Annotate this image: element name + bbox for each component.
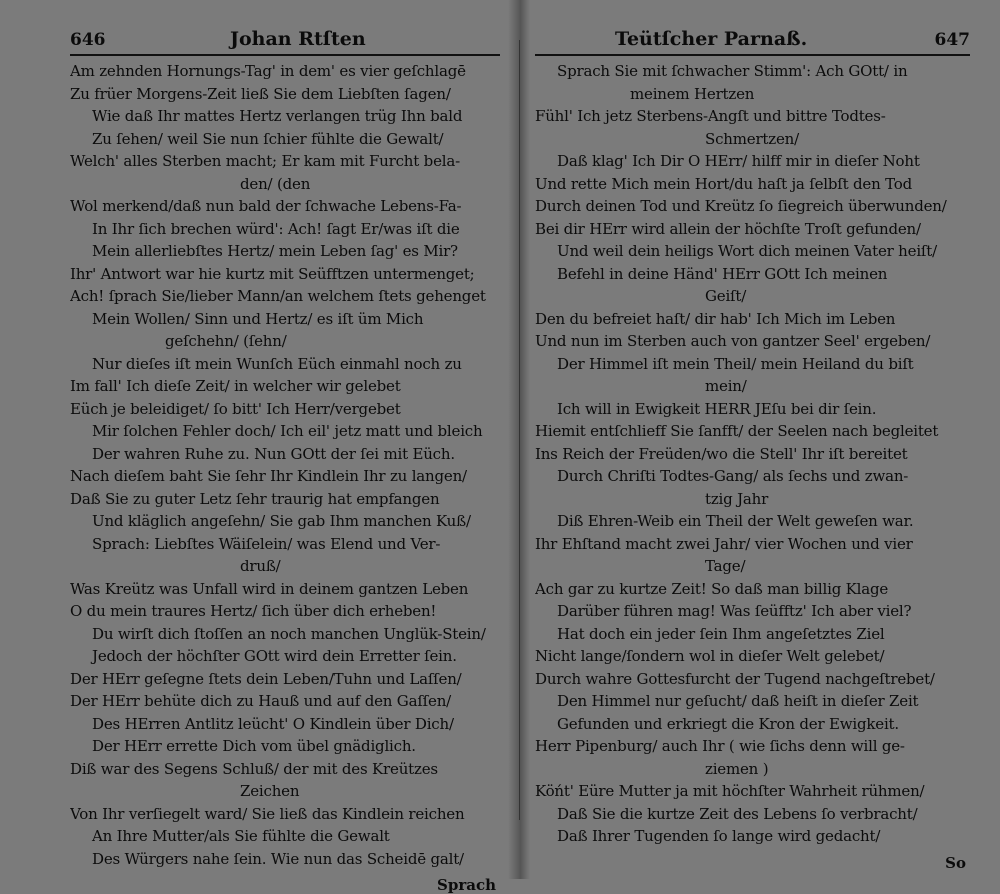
right-text-line: Daß klag' Ich Dir O HErr/ hilff mir in dieſer Noht [557,152,920,170]
right-text-line: Ins Reich der Freüden/wo die Stell' Ihr iſt bereitet [535,444,908,463]
left-text-line: Von Ihr verſiegelt ward/ Sie ließ das Kindlein reichen [70,804,465,823]
right-page-text [535,60,970,848]
left-text-line: Jedoch der höchſter GOtt wird dein Erretter ſein. [92,647,457,665]
left-text-line: O du mein traures Hertz/ ſich über dich erheben! [70,602,437,620]
left-text-line: Zeichen [240,782,300,800]
right-text-line: Daß Sie die kurtze Zeit des Lebens ſo verbracht/ [557,804,918,823]
right-text-line: Gefunden und erkriegt die Kron der Ewigkeit. [557,714,899,733]
right-text-line: Durch Chriſti Todtes-Gang/ als ſechs und zwan- [557,467,909,485]
right-text-line: tzig Jahr [705,489,769,508]
left-text-line: Du wirſt dich ſtoſſen an noch manchen Unglük-Stein/ [92,624,486,643]
left-text-line: Des Würgers nahe ſein. Wie nun das Scheidē galt/ [92,849,464,868]
right-running-head: Teütſcher Parnaß. [615,28,808,50]
right-text-line: Bei dir HErr wird allein der höchſte Troſt gefunden/ [535,219,921,238]
left-text-line: Und kläglich angeſehn/ Sie gab Ihm manchen Kuß/ [92,512,471,530]
left-text-line: druß/ [240,557,281,575]
left-text-line: Sprach: Liebſtes Wäiſelein/ was Elend und Ver- [92,534,441,553]
right-text-line: Ihr Ehſtand macht zwei Jahr/ vier Wochen und vier [535,534,913,553]
right-text-line: ziemen ) [705,759,769,778]
left-text-line: Der wahren Ruhe zu. Nun GOtt der ſei mit Eüch. [92,444,455,463]
left-text-line: Mein Wollen/ Sinn und Hertz/ es iſt üm Mich [92,309,424,328]
left-page [70,28,500,894]
left-text-line: Eüch je beleidiget/ ſo bitt' Ich Herr/vergebet [70,399,401,418]
right-text-line: Ich will in Ewigkeit HERR JEſu bei dir ſein. [557,399,877,418]
right-page-number: 647 [934,30,970,50]
left-text-line: Mir ſolchen Fehler doch/ Ich eil' jetz matt und bleich [92,422,483,440]
left-text-line: Mein allerliebſtes Hertz/ mein Leben ſag' es Mir? [92,242,458,260]
left-page-number: 646 [70,30,106,50]
left-text-line: Zu früer Morgens-Zeit ließ Sie dem Liebſten ſagen/ [70,84,451,103]
right-text-line: Befehl in deine Händ' HErr GOtt Ich meinen [557,264,888,283]
left-text-line: An Ihre Mutter/als Sie fühlte die Gewalt [92,827,390,845]
right-text-line: Und nun im Sterben auch von gantzer Seel' ergeben/ [535,332,931,350]
left-text-line: Der HErr errette Dich vom übel gnädiglich. [92,737,416,755]
left-text-line: Nur dieſes iſt mein Wunſch Eüch einmahl noch zu [92,354,462,373]
right-text-line: Und weil dein heiligs Wort dich meinen Vater heiſt/ [557,242,937,260]
left-text-line: Nach dieſem baht Sie ſehr Ihr Kindlein Ihr zu langen/ [70,467,467,485]
right-text-line: Diß Ehren-Weib ein Theil der Welt geweſen war. [557,512,914,530]
left-text-line: Der HErr geſegne ſtets dein Leben/Tuhn und Laſſen/ [70,669,462,688]
left-text-line: Im fall' Ich dieſe Zeit/ in welcher wir gelebet [70,377,401,395]
right-text-line: Den du befreiet haſt/ dir hab' Ich Mich im Leben [535,309,896,328]
right-text-line: meinem Hertzen [630,84,755,103]
right-text-line: Darüber führen mag! Was ſeüfftz' Ich aber viel? [557,602,912,620]
right-text-line: Den Himmel nur geſucht/ daß heiſt in dieſer Zeit [557,692,919,710]
left-text-line: Wie daß Ihr mattes Hertz verlangen trüg Ihn bald [92,107,463,125]
left-text-line: Der HErr behüte dich zu Hauß und auf den Gaſſen/ [70,692,452,710]
right-text-line: Ach gar zu kurtze Zeit! So daß man billig Klage [535,579,889,598]
left-text-line: geſchehn/ (ſehn/ [165,332,287,350]
right-text-line: Und rette Mich mein Hort/du haſt ja ſelbſt den Tod [535,174,912,193]
left-text-line: Zu ſehen/ weil Sie nun ſchier fühlte die Gewalt/ [92,129,444,148]
left-running-head: Johan Rtſten [230,28,366,50]
right-text-line: Köńt' Eüre Mutter ja mit höchſter Wahrheit rühmen/ [535,782,925,800]
left-page-header [70,28,500,56]
left-text-line: Wol merkend/daß nun bald der ſchwache Lebens-Fa- [70,197,462,215]
left-text-line: In Ihr ſich brechen würd': Ach! ſagt Er/was iſt die [92,219,460,238]
right-page-header [535,28,970,56]
right-text-line: Sprach Sie mit ſchwacher Stimm': Ach GOtt/ in [557,62,908,80]
left-text-line: Daß Sie zu guter Letz ſehr traurig hat empfangen [70,489,440,508]
right-text-line: Fühl' Ich jetz Sterbens-Angſt und bittre Todtes- [535,107,886,125]
left-text-line: Diß war des Segens Schluß/ der mit des Kreützes [70,759,438,778]
right-text-line: Schmertzen/ [705,129,799,148]
left-text-line: Ihr' Antwort war hie kurtz mit Seüfftzen untermenget; [70,264,475,283]
left-text-line: den/ (den [240,174,311,193]
right-text-line: Durch deinen Tod und Kreütz ſo ſiegreich überwunden/ [535,197,947,215]
right-text-line: mein/ [705,377,747,395]
left-catchword: Sprach [437,876,496,894]
left-text-line: Was Kreütz was Unfall wird in deinem gantzen Leben [70,579,469,598]
left-text-line: Am zehnden Hornungs-Tag' in dem' es vier geſchlagē [70,62,466,80]
right-catchword: So [945,853,966,872]
right-text-line: Der Himmel iſt mein Theil/ mein Heiland du biſt [557,354,914,373]
right-text-line: Daß Ihrer Tugenden ſo lange wird gedacht/ [557,827,881,845]
right-text-line: Hat doch ein jeder ſein Ihm angeſetztes Ziel [557,624,885,643]
left-text-line: Ach! ſprach Sie/lieber Mann/an welchem ſtets gehenget [70,287,486,305]
right-text-line: Tage/ [705,557,746,575]
right-text-line: Durch wahre Gottesfurcht der Tugend nachgeſtrebet/ [535,669,935,688]
right-text-line: Nicht lange/ſondern wol in dieſer Welt gelebet/ [535,647,885,665]
gutter-shadow [519,40,520,820]
right-text-line: Geiſt/ [705,287,747,305]
left-text-line: Des HErren Antlitz leücht' O Kindlein über Dich/ [92,714,454,733]
left-text-line: Welch' alles Sterben macht; Er kam mit Furcht bela- [70,152,460,170]
right-text-line: Herr Pipenburg/ auch Ihr ( wie ſichs denn will ge- [535,737,905,755]
left-page-text [70,60,500,870]
right-text-line: Hiemit entſchlieff Sie ſanfft/ der Seelen nach begleitet [535,422,939,440]
right-page [535,28,970,872]
